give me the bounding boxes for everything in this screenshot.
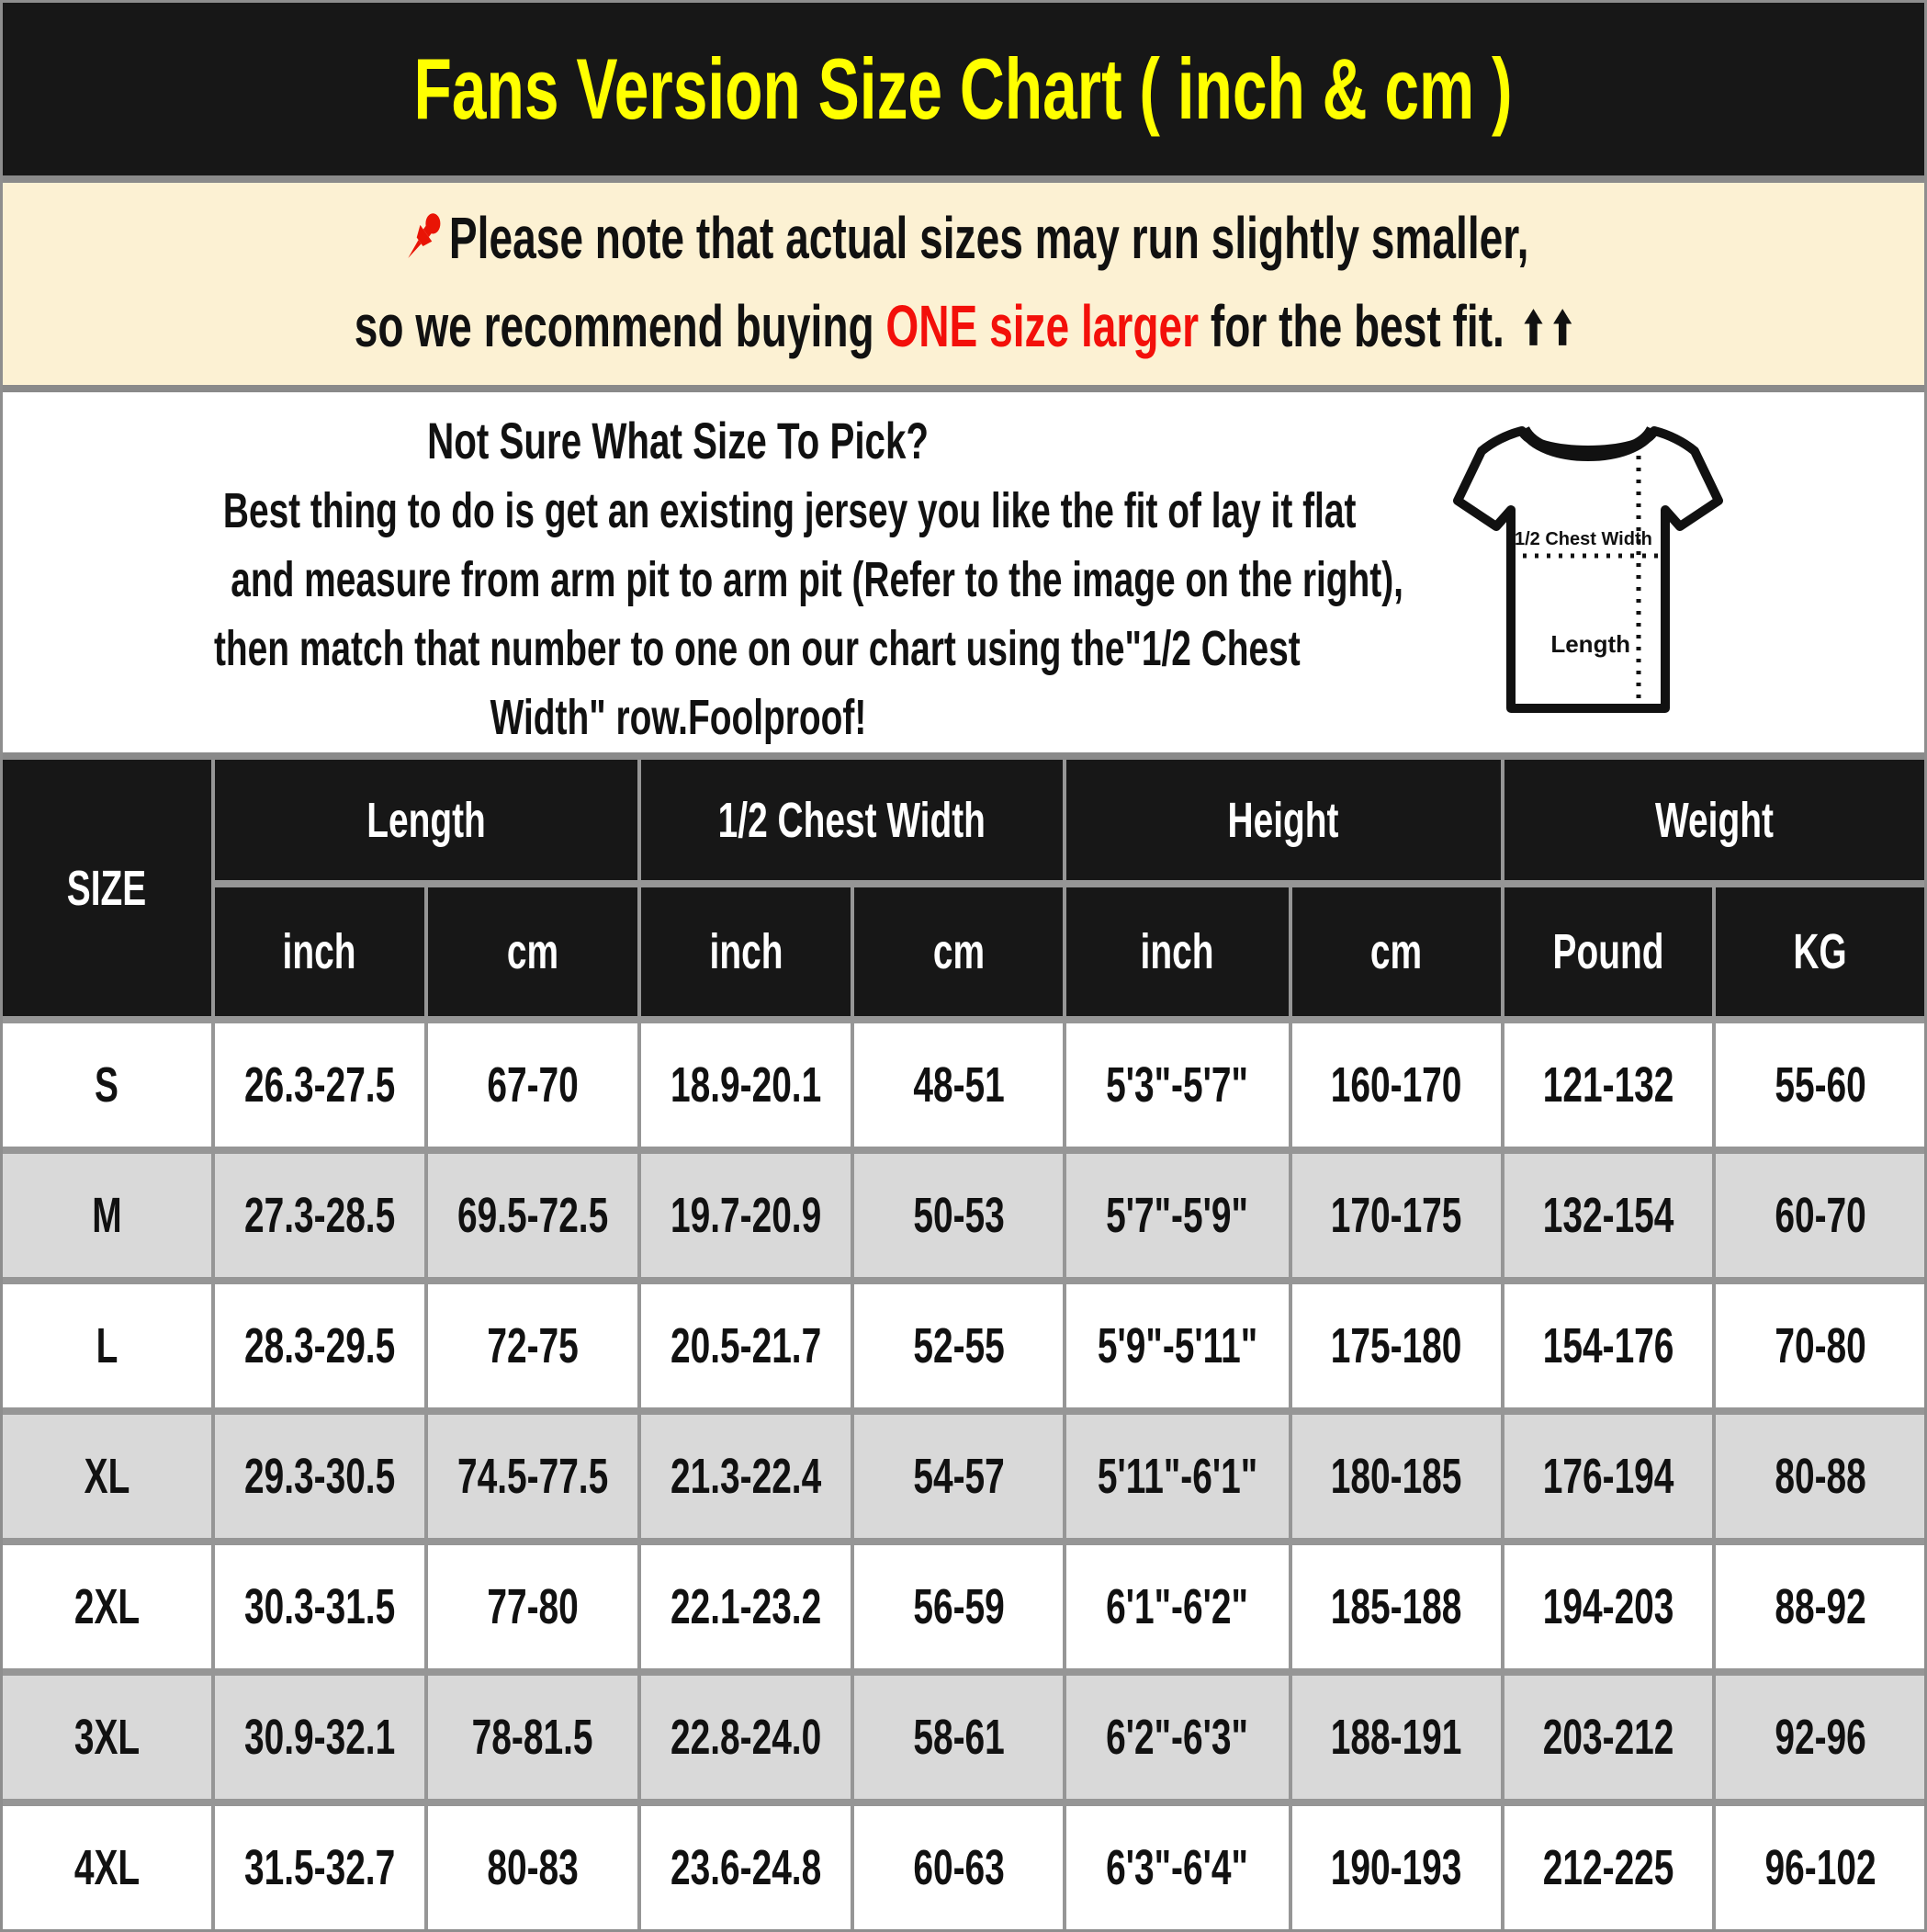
unit-header: inch [215, 887, 424, 1016]
cell-text: 22.1-23.2 [670, 1579, 822, 1634]
guide-heading: Not Sure What Size To Pick? [427, 412, 929, 469]
cell-text: 6'2"-6'3" [1106, 1710, 1249, 1765]
value-cell [215, 1023, 424, 1147]
cell-text: 6'1"-6'2" [1106, 1579, 1249, 1634]
value-cell [1716, 1415, 1924, 1538]
cell-text: 74.5-77.5 [456, 1449, 609, 1504]
cell-text: 132-154 [1542, 1188, 1674, 1243]
cell-text: 60-70 [1774, 1188, 1866, 1243]
value-cell [854, 1023, 1063, 1147]
value-cell [1292, 1806, 1501, 1929]
guide-line: Best thing to do is get an existing jersey you like the fit of lay it flat [222, 483, 1357, 538]
unit-header: cm [428, 887, 637, 1016]
group-header-length: Length [215, 760, 637, 880]
notice-line-2 [118, 289, 1809, 367]
value-cell [428, 1545, 637, 1668]
notice-text-2a: so we recommend buying [355, 293, 886, 359]
cell-text: 48-51 [912, 1057, 1005, 1113]
value-cell [428, 1806, 637, 1929]
value-cell [1716, 1284, 1924, 1407]
cell-text: 19.7-20.9 [670, 1188, 822, 1243]
cell-text: XL [84, 1449, 130, 1504]
unit-header: inch [641, 887, 851, 1016]
cell-text: 176-194 [1542, 1449, 1674, 1504]
value-cell [1716, 1806, 1924, 1929]
value-cell [215, 1154, 424, 1277]
cell-text: 30.3-31.5 [243, 1579, 395, 1634]
cell-text: 185-188 [1330, 1579, 1462, 1634]
value-cell [641, 1284, 851, 1407]
cell-text: 5'7"-5'9" [1106, 1188, 1249, 1243]
value-cell [854, 1415, 1063, 1538]
cell-text: 96-102 [1764, 1840, 1876, 1895]
measuring-guide [3, 392, 1924, 752]
cell-text: 54-57 [912, 1449, 1005, 1504]
size-cell [3, 1676, 211, 1799]
cell-text: 30.9-32.1 [243, 1710, 395, 1765]
value-cell [854, 1545, 1063, 1668]
value-cell [1292, 1676, 1501, 1799]
cell-text: 175-180 [1330, 1318, 1462, 1373]
cell-text: S [95, 1057, 119, 1113]
guide-line: Width" row.Foolproof! [490, 690, 866, 745]
value-cell [215, 1676, 424, 1799]
notice-banner [3, 183, 1924, 385]
cell-text: 3XL [73, 1710, 140, 1765]
cell-text: M [92, 1188, 122, 1243]
unit-header: Pound [1504, 887, 1713, 1016]
value-cell [428, 1154, 637, 1277]
cell-text: 28.3-29.5 [243, 1318, 395, 1373]
value-cell [1066, 1806, 1289, 1929]
group-header-weight: Weight [1504, 760, 1924, 880]
value-cell [1504, 1806, 1713, 1929]
size-cell [3, 1284, 211, 1407]
chest-width-label: 1/2 Chest Width [1515, 529, 1652, 549]
value-cell [1066, 1415, 1289, 1538]
value-cell [641, 1676, 851, 1799]
cell-text: 160-170 [1330, 1057, 1462, 1113]
cell-text: 88-92 [1774, 1579, 1866, 1634]
value-cell [215, 1284, 424, 1407]
cell-text: 26.3-27.5 [243, 1057, 395, 1113]
cell-text: 77-80 [487, 1579, 579, 1634]
value-cell [1066, 1545, 1289, 1668]
value-cell [641, 1154, 851, 1277]
tshirt-collar [1524, 429, 1652, 456]
cell-text: 60-63 [912, 1840, 1005, 1895]
value-cell [1292, 1154, 1501, 1277]
value-cell [1504, 1676, 1713, 1799]
value-cell [1504, 1284, 1713, 1407]
cell-text: 55-60 [1774, 1057, 1866, 1113]
cell-text: 21.3-22.4 [670, 1449, 822, 1504]
cell-text: 80-88 [1774, 1449, 1866, 1504]
value-cell [1066, 1284, 1289, 1407]
value-cell [428, 1284, 637, 1407]
value-cell [1716, 1154, 1924, 1277]
value-cell [428, 1415, 637, 1538]
cell-text: 5'3"-5'7" [1106, 1057, 1249, 1113]
value-cell [854, 1806, 1063, 1929]
cell-text: 80-83 [487, 1840, 579, 1895]
cell-text: 67-70 [487, 1057, 579, 1113]
value-cell [854, 1676, 1063, 1799]
notice-text-2b: for the best fit. [1199, 293, 1505, 359]
cell-text: 121-132 [1542, 1057, 1674, 1113]
value-cell [1066, 1154, 1289, 1277]
size-table [3, 760, 1924, 1929]
unit-header: inch [1066, 887, 1289, 1016]
value-cell [1504, 1415, 1713, 1538]
value-cell [1066, 1023, 1289, 1147]
length-label: Length [1550, 630, 1630, 658]
cell-text: 78-81.5 [472, 1710, 593, 1765]
size-cell [3, 1415, 211, 1538]
value-cell [854, 1154, 1063, 1277]
size-column-header: SIZE [3, 760, 211, 1016]
cell-text: 70-80 [1774, 1318, 1866, 1373]
cell-text: 31.5-32.7 [243, 1840, 395, 1895]
value-cell [641, 1545, 851, 1668]
cell-text: 22.8-24.0 [670, 1710, 822, 1765]
cell-text: 203-212 [1542, 1710, 1674, 1765]
cell-text: 50-53 [912, 1188, 1005, 1243]
value-cell [1292, 1415, 1501, 1538]
cell-text: 5'9"-5'11" [1097, 1318, 1258, 1373]
value-cell [215, 1806, 424, 1929]
value-cell [641, 1415, 851, 1538]
size-cell [3, 1545, 211, 1668]
cell-text: 18.9-20.1 [670, 1057, 822, 1113]
guide-line: and measure from arm pit to arm pit (Refer to the image on the right), [231, 552, 1403, 607]
section-divider [3, 752, 1924, 760]
cell-text: 2XL [73, 1579, 140, 1634]
up-arrows-icon [1514, 293, 1572, 367]
value-cell [1504, 1154, 1713, 1277]
value-cell [1504, 1023, 1713, 1147]
value-cell [428, 1023, 637, 1147]
group-header-height: Height [1066, 760, 1501, 880]
cell-text: 23.6-24.8 [670, 1840, 822, 1895]
cell-text: 190-193 [1330, 1840, 1462, 1895]
cell-text: 6'3"-6'4" [1106, 1840, 1249, 1895]
cell-text: 58-61 [912, 1710, 1005, 1765]
unit-header: KG [1716, 887, 1924, 1016]
value-cell [1292, 1023, 1501, 1147]
value-cell [641, 1806, 851, 1929]
size-table-section [3, 760, 1924, 1929]
cell-text: 180-185 [1330, 1449, 1462, 1504]
cell-text: 194-203 [1542, 1579, 1674, 1634]
cell-text: 212-225 [1542, 1840, 1674, 1895]
value-cell [1716, 1023, 1924, 1147]
cell-text: 5'11"-6'1" [1097, 1449, 1258, 1504]
value-cell [1066, 1676, 1289, 1799]
value-cell [1504, 1545, 1713, 1668]
notice-highlight: ONE size larger [885, 293, 1200, 359]
cell-text: 4XL [73, 1840, 140, 1895]
guide-text-block [3, 405, 1403, 752]
cell-text: 72-75 [487, 1318, 579, 1373]
pushpin-icon [399, 203, 447, 271]
guide-line: then match that number to one on our chart using the"1/2 Chest [213, 621, 1301, 676]
section-divider [3, 175, 1924, 183]
cell-text: 20.5-21.7 [670, 1318, 822, 1373]
notice-text-1: Please note that actual sizes may run slightly smaller, [448, 205, 1529, 271]
group-header-chest: 1/2 Chest Width [641, 760, 1063, 880]
title-bar [3, 3, 1924, 175]
value-cell [215, 1545, 424, 1668]
value-cell [215, 1415, 424, 1538]
unit-header: cm [854, 887, 1063, 1016]
cell-text: 27.3-28.5 [243, 1188, 395, 1243]
cell-text: 154-176 [1542, 1318, 1674, 1373]
value-cell [854, 1284, 1063, 1407]
size-cell [3, 1023, 211, 1147]
value-cell [428, 1676, 637, 1799]
tshirt-outline [1458, 431, 1719, 708]
cell-text: 56-59 [912, 1579, 1005, 1634]
cell-text: L [96, 1318, 118, 1373]
cell-text: 92-96 [1774, 1710, 1866, 1765]
section-divider [3, 385, 1924, 392]
value-cell [1292, 1284, 1501, 1407]
unit-header: cm [1292, 887, 1501, 1016]
size-cell [3, 1806, 211, 1929]
value-cell [1292, 1545, 1501, 1668]
cell-text: 188-191 [1330, 1710, 1462, 1765]
page-title: Fans Version Size Chart ( inch & cm ) [414, 40, 1513, 137]
tshirt-diagram [1450, 416, 1726, 723]
cell-text: 69.5-72.5 [456, 1188, 609, 1243]
cell-text: 52-55 [912, 1318, 1005, 1373]
value-cell [641, 1023, 851, 1147]
value-cell [1716, 1545, 1924, 1668]
notice-line-1 [179, 201, 1749, 275]
cell-text: 170-175 [1330, 1188, 1462, 1243]
size-cell [3, 1154, 211, 1277]
value-cell [1716, 1676, 1924, 1799]
cell-text: 29.3-30.5 [243, 1449, 395, 1504]
